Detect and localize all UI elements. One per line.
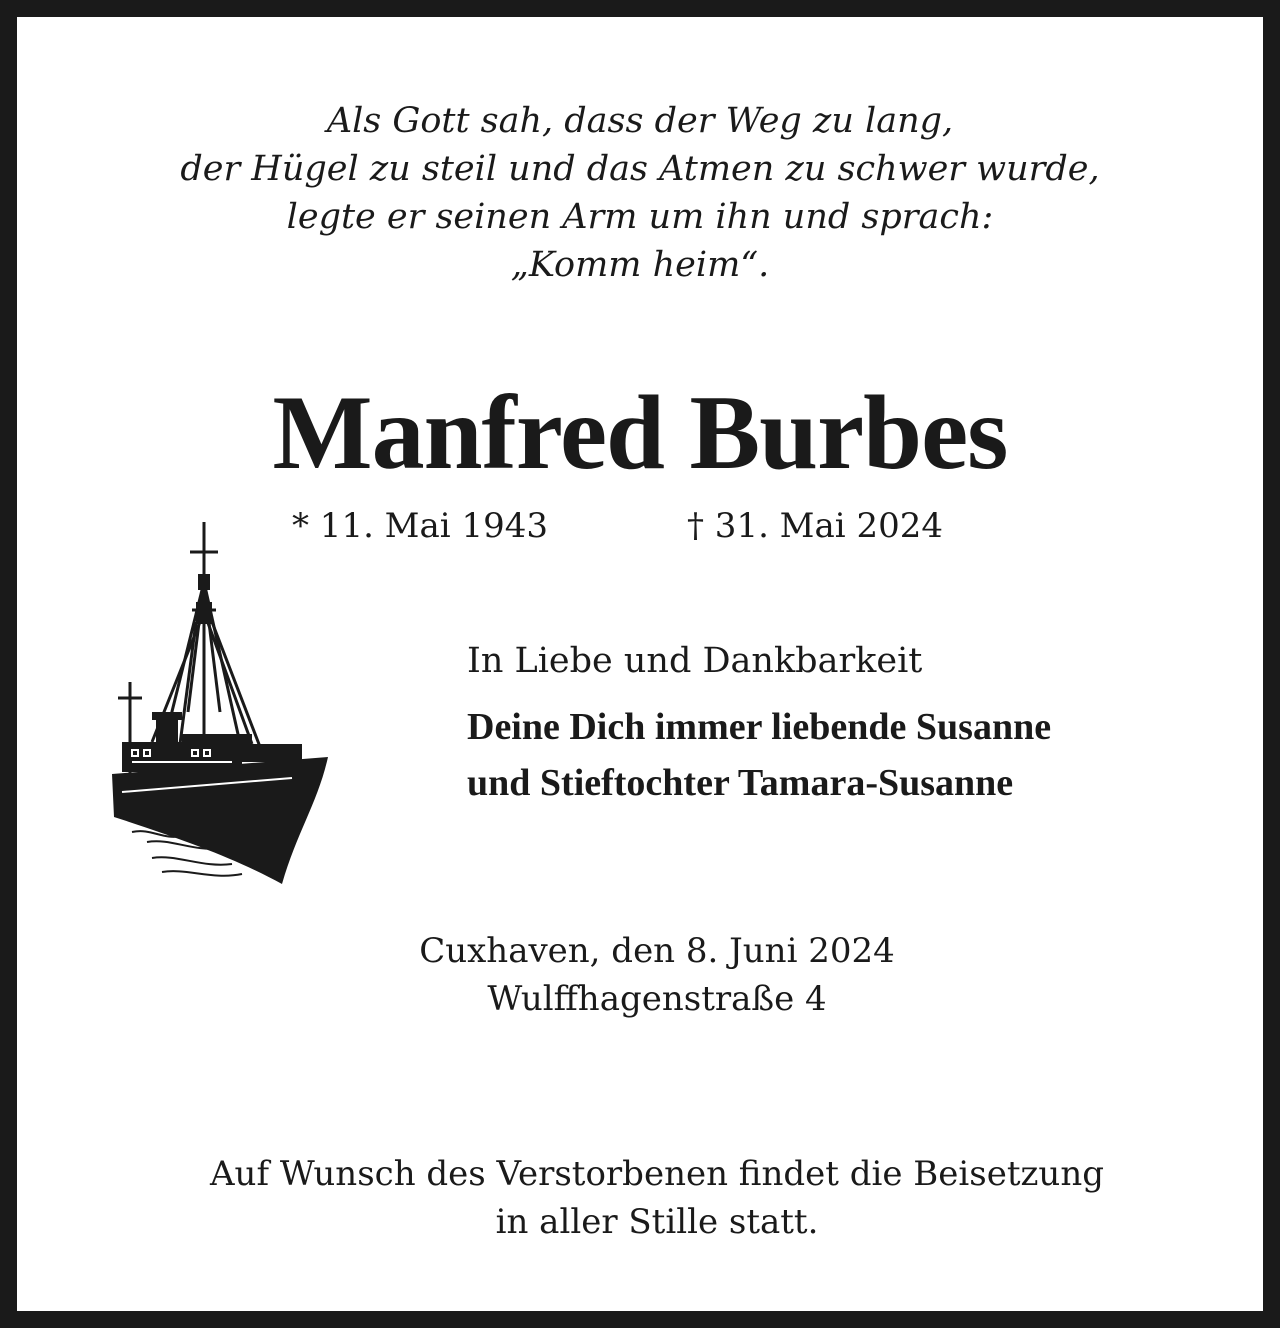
- poem-line: der Hügel zu steil und das Atmen zu schwer wurde,: [180, 149, 1100, 189]
- place-date: [197, 927, 1117, 1023]
- gratitude-line: In Liebe und Dankbarkeit: [467, 641, 923, 681]
- signer-line: Deine Dich immer liebende Susanne: [467, 706, 1052, 748]
- city-date: Cuxhaven, den 8. Juni 2024: [419, 931, 895, 971]
- signers: [467, 699, 1247, 811]
- family-block: [467, 635, 1247, 811]
- burial-notice-line: in aller Stille statt.: [495, 1202, 819, 1242]
- burial-notice: [77, 1150, 1237, 1246]
- deceased-name: Manfred Burbes: [272, 374, 1008, 491]
- poem: [17, 97, 1263, 289]
- signer-line: und Stieftochter Tamara-Susanne: [467, 762, 1014, 804]
- ship-icon: [92, 512, 332, 892]
- burial-notice-line: Auf Wunsch des Verstorbenen findet die Beisetzung: [210, 1154, 1104, 1194]
- death-date: † 31. Mai 2024: [687, 506, 943, 546]
- poem-line: Als Gott sah, dass der Weg zu lang,: [326, 101, 954, 141]
- poem-line: „Komm heim“.: [510, 245, 770, 285]
- birth-date: * 11. Mai 1943: [292, 506, 548, 546]
- poem-line: legte er seinen Arm um ihn und sprach:: [286, 197, 994, 237]
- address: Wulffhagenstraße 4: [487, 979, 827, 1019]
